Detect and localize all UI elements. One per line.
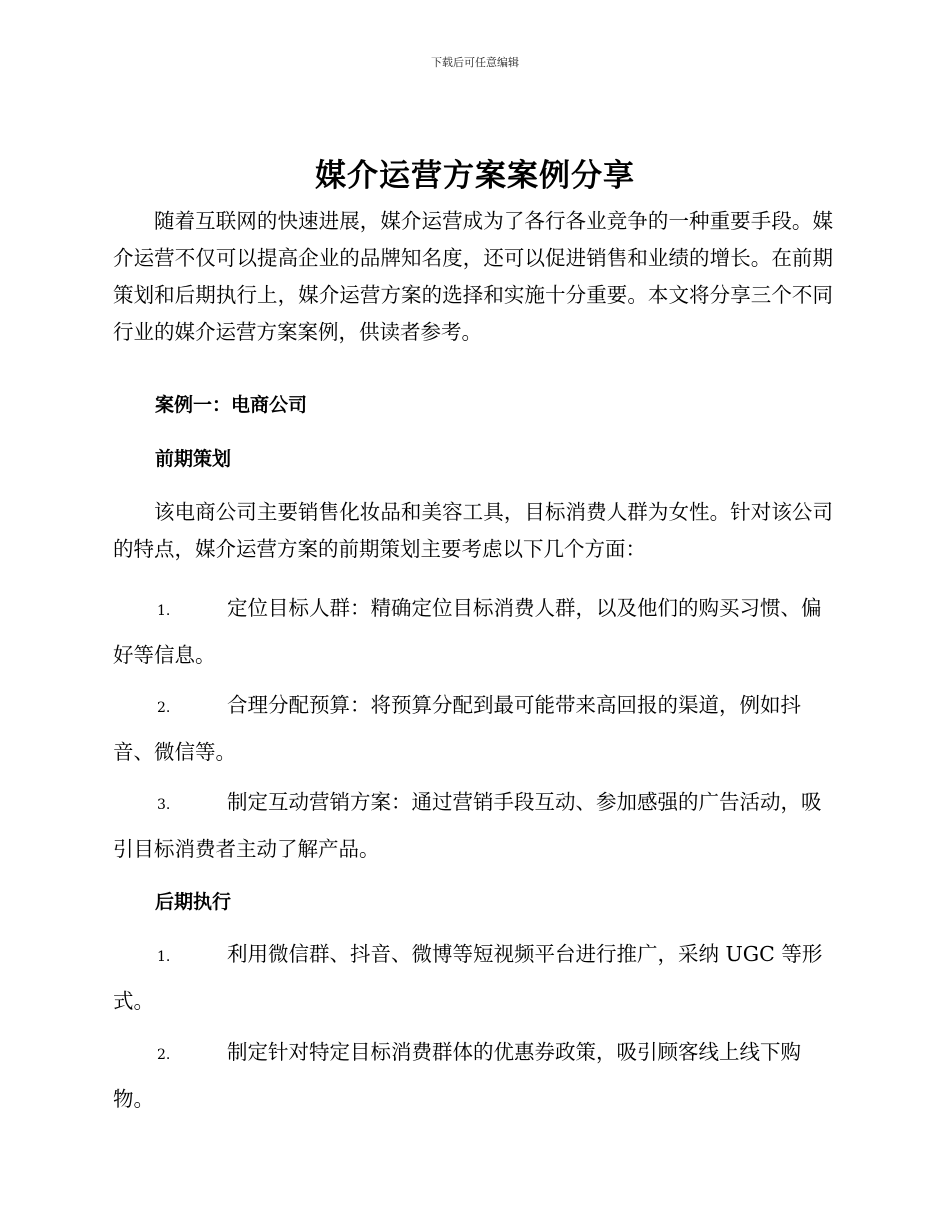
planning-list-item	[113, 683, 833, 774]
header-note: 下载后可任意编辑	[431, 56, 519, 69]
planning-intro-paragraph: 该电商公司主要销售化妆品和美容工具，目标消费人群为女性。针对该公司的特点，媒介运营方案的前期策划主要考虑以下几个方面：	[113, 500, 833, 561]
document-title: 媒介运营方案案例分享	[315, 158, 635, 194]
planning-list-item	[113, 586, 833, 677]
list-number: 3.	[157, 797, 171, 813]
list-number: 2.	[157, 1047, 171, 1063]
execution-heading: 后期执行	[155, 891, 232, 913]
execution-list-item	[113, 932, 833, 1023]
list-item-text: 合理分配预算：将预算分配到最可能带来高回报的渠道，例如抖音、微信等。	[113, 693, 801, 764]
list-item-text: 定位目标人群：精确定位目标消费人群，以及他们的购买习惯、偏好等信息。	[113, 596, 822, 667]
intro-paragraph: 随着互联网的快速进展，媒介运营成为了各行各业竞争的一种重要手段。媒介运营不仅可以提高企业的品牌知名度，还可以促进销售和业绩的增长。在前期策划和后期执行上，媒介运营方案的选择和实施十分重要。本文将分享三个不同行业的媒介运营方案案例，供读者参考。	[113, 209, 833, 344]
list-number: 1.	[157, 603, 171, 619]
case1-heading: 案例一：电商公司	[155, 394, 308, 416]
list-number: 1.	[157, 949, 171, 965]
list-number: 2.	[157, 700, 171, 716]
list-item-text: 利用微信群、抖音、微博等短视频平台进行推广，采纳 UGC 等形式。	[113, 942, 823, 1013]
list-item-text: 制定针对特定目标消费群体的优惠券政策，吸引顾客线上线下购物。	[113, 1040, 801, 1111]
list-item-text: 制定互动营销方案：通过营销手段互动、参加感强的广告活动，吸引目标消费者主动了解产品。	[113, 790, 822, 861]
planning-heading: 前期策划	[155, 448, 232, 470]
planning-list-item	[113, 780, 833, 871]
execution-list-item	[113, 1030, 833, 1121]
